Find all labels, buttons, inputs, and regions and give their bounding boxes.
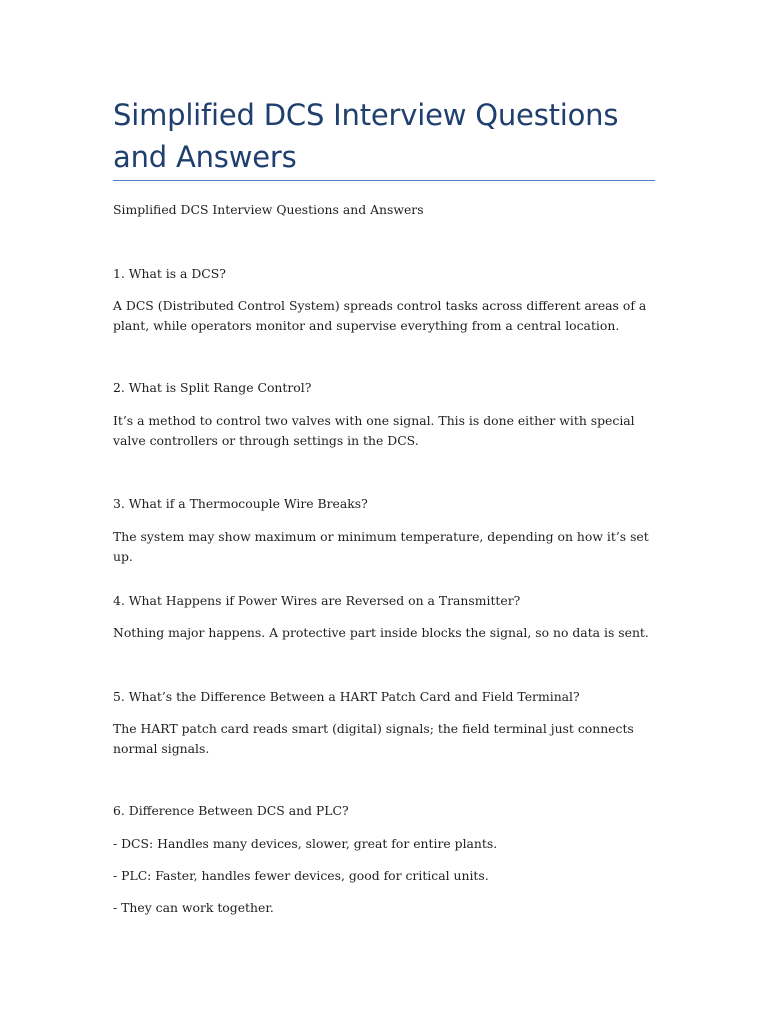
answer-5: The HART patch card reads smart (digital) signals; the field terminal just connects normal signals.: [113, 721, 634, 756]
list-item-dcs: - DCS: Handles many devices, slower, great for entire plants.: [113, 836, 498, 851]
list-item-together: - They can work together.: [113, 900, 274, 915]
question-6: 6. Difference Between DCS and PLC?: [113, 803, 349, 818]
answer-4: Nothing major happens. A protective part inside blocks the signal, so no data is sent.: [113, 625, 649, 640]
answer-3: The system may show maximum or minimum temperature, depending on how it’s set up.: [113, 529, 649, 564]
document-subtitle: Simplified DCS Interview Questions and Answers: [113, 202, 424, 217]
list-item-plc: - PLC: Faster, handles fewer devices, good for critical units.: [113, 868, 489, 883]
question-5: 5. What’s the Difference Between a HART Patch Card and Field Terminal?: [113, 689, 580, 704]
question-4: 4. What Happens if Power Wires are Reversed on a Transmitter?: [113, 593, 521, 608]
title-underline: [113, 180, 655, 181]
question-1: 1. What is a DCS?: [113, 266, 226, 281]
answer-2: It’s a method to control two valves with one signal. This is done either with special valve controllers or through settings in the DCS.: [113, 413, 635, 448]
question-2: 2. What is Split Range Control?: [113, 380, 312, 395]
document-title: Simplified DCS Interview Questions and Answers: [113, 98, 619, 174]
answer-1: A DCS (Distributed Control System) spreads control tasks across different areas of a plant, while operators monitor and supervise everything from a central location.: [113, 298, 647, 333]
question-3: 3. What if a Thermocouple Wire Breaks?: [113, 496, 368, 511]
